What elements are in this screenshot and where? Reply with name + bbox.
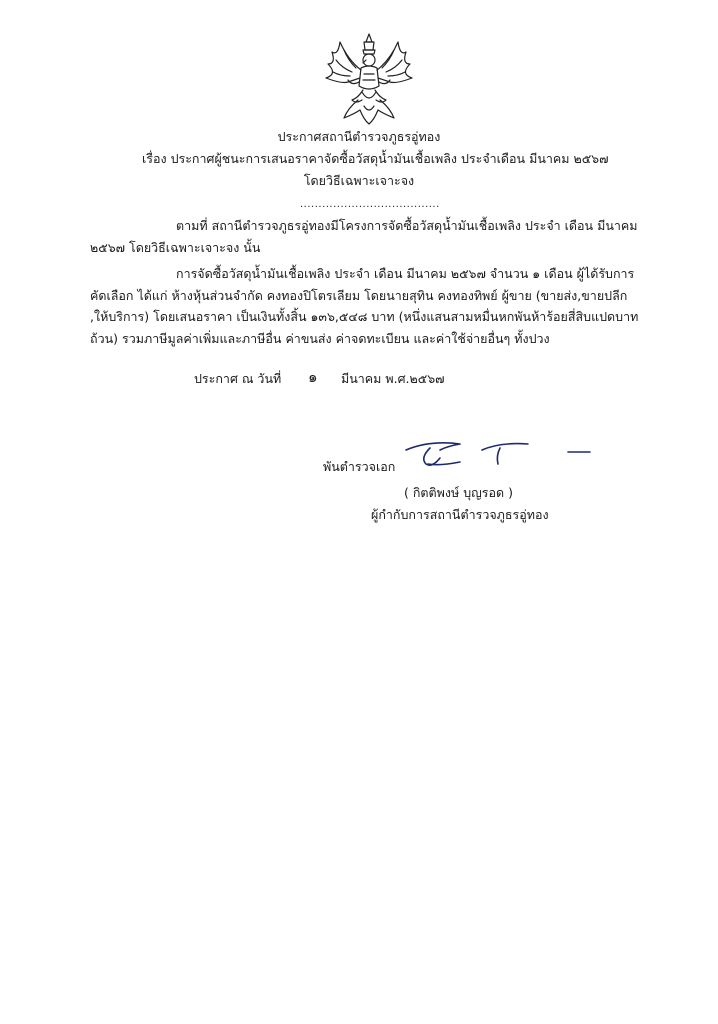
org-title: ประกาศสถานีตำรวจภูธรอู่ทอง bbox=[277, 129, 441, 144]
paragraph-2-line-4: ถ้วน) รวมภาษีมูลค่าเพิ่มและภาษีอื่น ค่าขนส่ง ค่าจดทะเบียน และค่าใช้จ่ายอื่นๆ ทั้งปวง bbox=[90, 331, 550, 346]
paragraph-2-line-2: คัดเลือก ได้แก่ ห้างหุ้นส่วนจำกัด คงทองปิโตรเลียม โดยนายสุทิน คงทองทิพย์ ผู้ขาย (ขายส่ง,ขายปลีก bbox=[90, 288, 628, 303]
announce-label: ประกาศ ณ วันที่ bbox=[194, 371, 282, 386]
announce-day: ๑ bbox=[308, 368, 318, 386]
handwritten-signature bbox=[400, 436, 600, 476]
signer-rank: พันตำรวจเอก bbox=[323, 459, 396, 474]
signer-position: ผู้กำกับการสถานีตำรวจภูธรอู่ทอง bbox=[371, 507, 549, 522]
announce-month-year: มีนาคม พ.ศ.๒๕๖๗ bbox=[341, 371, 445, 386]
garuda-emblem-icon bbox=[318, 30, 420, 128]
paragraph-2-line-3: ,ให้บริการ) โดยเสนอราคา เป็นเงินทั้งสิ้น ๑๓๖,๕๔๘ บาท (หนึ่งแสนสามหมื่นหกพันห้าร้อยสี่สิบแปดบาท bbox=[90, 309, 639, 324]
paragraph-1-line-1: ตามที่ สถานีตำรวจภูธรอู่ทองมีโครงการจัดซื้อวัสดุน้ำมันเชื้อเพลิง ประจำ เดือน มีนาคม bbox=[176, 218, 638, 233]
paragraph-2-line-1: การจัดซื้อวัสดุน้ำมันเชื้อเพลิง ประจำ เดือน มีนาคม ๒๕๖๗ จำนวน ๑ เดือน ผู้ได้รับการ bbox=[176, 266, 635, 281]
signer-name: ( กิตติพงษ์ บุญรอด ) bbox=[404, 485, 513, 500]
dotted-divider: ...................................... bbox=[300, 199, 440, 210]
paragraph-1-line-2: ๒๕๖๗ โดยวิธีเฉพาะเจาะจง นั้น bbox=[90, 240, 261, 255]
subject-line: เรื่อง ประกาศผู้ชนะการเสนอราคาจัดซื้อวัสดุน้ำมันเชื้อเพลิง ประจำเดือน มีนาคม ๒๕๖๗ bbox=[142, 151, 609, 166]
method-line: โดยวิธีเฉพาะเจาะจง bbox=[303, 173, 415, 188]
